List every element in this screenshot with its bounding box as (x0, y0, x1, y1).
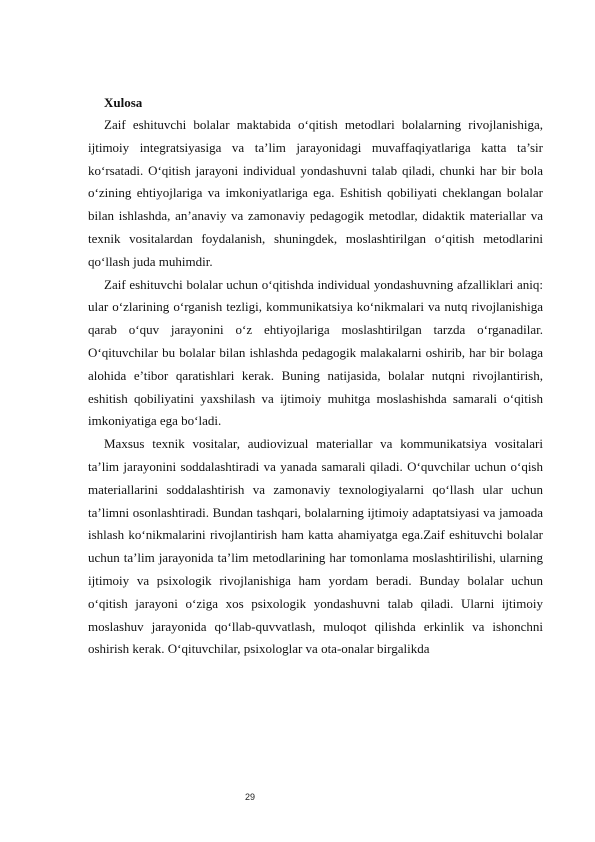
page-number: 29 (244, 792, 255, 802)
paragraph-3: Maxsus texnik vositalar, audiovizual materiallar va kommunikatsiya vositalari ta’lim jarayonini soddalashtiradi va yanada samarali qiladi. O‘quvchilar uchun o‘qish materiallarini soddalashtirish va zamonaviy texnologiyalarni qo‘llash ular uchun ta’limni osonlashtiradi. Bundan tashqari, bolalarning ijtimoiy adaptatsiyasi va jamoada ishlash ko‘nikmalarini rivojlantirish ham katta ahamiyatga ega.Zaif eshituvchi bolalar uchun ta’lim jarayonida ta’lim metodlarining har tomonlama moslashtirilishi, ularning ijtimoiy va psixologik rivojlanishiga ham yordam beradi. Bunday bolalar uchun o‘qitish jarayoni o‘ziga xos psixologik yondashuvni talab qiladi. Ularni ijtimoiy moslashuv jarayonida qo‘llab-quvvatlash, muloqot qilishda erkinlik va ishonchni oshirish kerak. O‘qituvchilar, psixologlar va ota-onalar birgalikda (88, 436, 543, 657)
section-heading: Xulosa (104, 95, 143, 110)
document-page (88, 92, 543, 661)
paragraph-2: Zaif eshituvchi bolalar uchun o‘qitishda individual yondashuvning afzalliklari aniq: ular o‘zlarining o‘rganish tezligi, kommunikatsiya ko‘nikmalari va nutq rivojlanishiga qarab o‘quv jarayonini o‘z ehtiyojlariga moslashtirilgan tarzda o‘rganadilar. O‘qituvchilar bu bolalar bilan ishlashda pedagogik malakalarni oshirib, har bir bolaga alohida e’tibor qaratishlari kerak. Buning natijasida, bolalar nutqni rivojlantirish, eshitish qobiliyatini yaxshilash va ijtimoiy muhitga moslashishda samarali o‘qitish imkoniyatiga ega bo‘ladi. (88, 276, 543, 429)
paragraph-1: Zaif eshituvchi bolalar maktabida o‘qitish metodlari bolalarning rivojlanishiga, ijtimoiy integratsiyasiga va ta’lim jarayonidagi muvaffaqiyatlariga katta ta’sir ko‘rsatadi. O‘qitish jarayoni individual yondashuvni talab qiladi, chunki har bir bola o‘zining ehtiyojlariga va imkoniyatlariga ega. Eshitish qobiliyati cheklangan bolalar bilan ishlashda, an’anaviy va zamonaviy pedagogik metodlar, didaktik materiallar va texnik vositalardan foydalanish, shuningdek, moslashtirilgan o‘qitish metodlarini qo‘llash juda muhimdir. (88, 117, 543, 269)
